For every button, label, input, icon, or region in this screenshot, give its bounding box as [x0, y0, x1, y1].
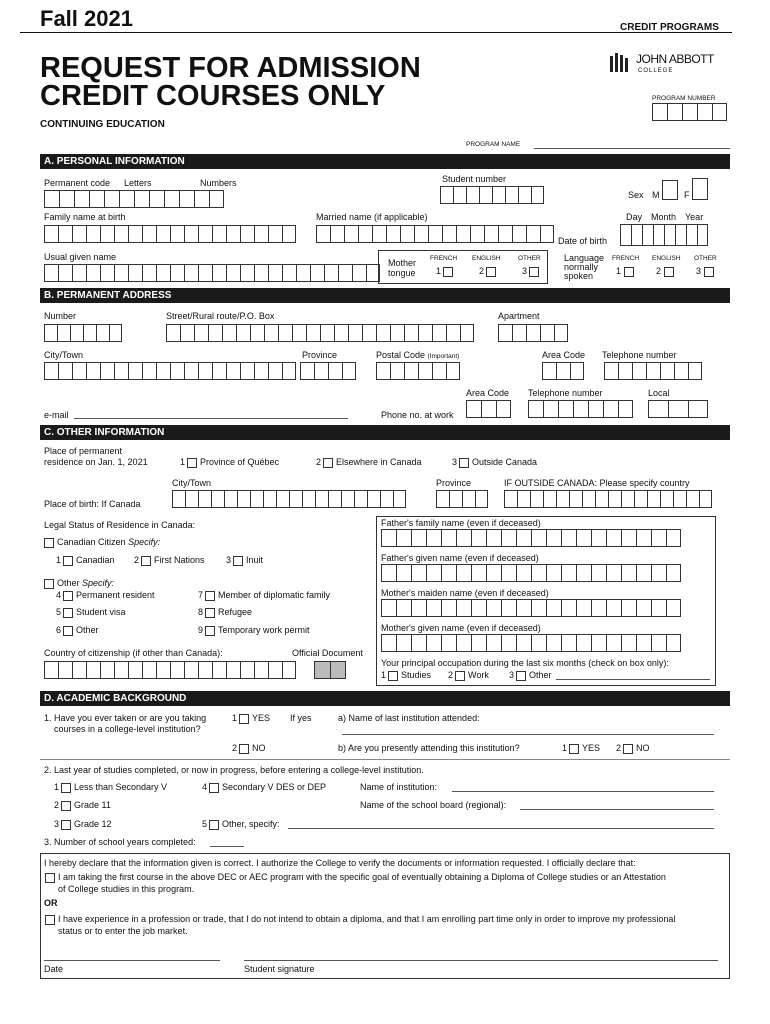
other-specify-label: Other, specify:: [222, 819, 280, 829]
dob-boxes[interactable]: [620, 224, 708, 246]
canadian-citizen-specify: Specify:: [128, 537, 161, 547]
phone-work-label: Phone no. at work: [381, 410, 454, 420]
q2-option-1-number: 1: [54, 782, 60, 792]
area-code-label: Area Code: [542, 350, 586, 360]
mt-other-label: OTHER: [518, 255, 541, 262]
grade11-label: Grade 11: [74, 800, 111, 810]
subtitle: CONTINUING EDUCATION: [40, 119, 165, 130]
birth-province-boxes[interactable]: [436, 490, 488, 508]
ls-option-1-label: 1: [616, 266, 622, 276]
mother-tongue-label: Mother tongue: [388, 258, 417, 278]
qb-no-checkbox[interactable]: [623, 744, 633, 754]
mt-french-checkbox[interactable]: [443, 267, 453, 277]
canadian-citizen-text: Canadian Citizen: [57, 537, 126, 547]
family-name-boxes[interactable]: [44, 225, 296, 243]
status-option-1-number: 1: [56, 555, 62, 565]
legal-status-label: Legal Status of Residence in Canada:: [44, 520, 196, 530]
occupation-other-field[interactable]: [556, 679, 710, 680]
status-option-6-number: 6: [56, 625, 62, 635]
section-b-header: B. PERMANENT ADDRESS: [40, 288, 730, 303]
postal-code-important: (Important): [427, 353, 460, 360]
section-c-header: C. OTHER INFORMATION: [40, 425, 730, 440]
work-local-label: Local: [648, 388, 670, 398]
q2-option-5-number: 5: [202, 819, 208, 829]
qb-yes-checkbox[interactable]: [569, 744, 579, 754]
father-given-boxes[interactable]: [381, 564, 681, 582]
grade12-checkbox[interactable]: [61, 820, 71, 830]
residence-quebec-label: Province of Québec: [200, 457, 280, 467]
dob-year-label: Year: [685, 212, 704, 222]
ls-french-label: FRENCH: [612, 255, 640, 262]
birth-country-boxes[interactable]: [504, 490, 712, 508]
q1-yes-label: YES: [252, 713, 271, 723]
official-document-boxes: [314, 661, 346, 679]
mt-english-label: ENGLISH: [472, 255, 501, 262]
letters-label: Letters: [124, 178, 152, 188]
usual-given-name-boxes[interactable]: [44, 264, 380, 282]
college-logo-icon: [608, 52, 634, 74]
ls-french-checkbox[interactable]: [624, 267, 634, 277]
place-of-birth-label: Place of birth: If Canada: [44, 499, 141, 509]
occupation-option-2-number: 2: [448, 670, 454, 680]
canadian-citizen-checkbox[interactable]: [44, 538, 54, 548]
birth-city-boxes[interactable]: [172, 490, 406, 508]
work-area-code-label: Area Code: [466, 388, 510, 398]
declaration-or: OR: [44, 898, 58, 908]
qa-field[interactable]: [342, 734, 714, 735]
family-name-label: Family name at birth: [44, 212, 126, 222]
status-option-2-number: 2: [134, 555, 140, 565]
less-sec5-label: Less than Secondary V: [74, 782, 168, 792]
occupation-studies-checkbox[interactable]: [388, 671, 398, 681]
occupation-other-label: Other: [529, 670, 552, 680]
q2-label: 2. Last year of studies completed, or now in progress, before entering a college-level institution.: [44, 765, 424, 775]
apartment-boxes[interactable]: [498, 324, 568, 342]
mt-english-checkbox[interactable]: [486, 267, 496, 277]
sec5-checkbox[interactable]: [209, 783, 219, 793]
residence-outside-label: Outside Canada: [472, 457, 538, 467]
mt-option-3-label: 3: [522, 266, 528, 276]
q1-no-number: 2: [232, 743, 238, 753]
name-board-field[interactable]: [520, 809, 714, 810]
status-option-5-number: 5: [56, 607, 62, 617]
country-citizenship-label: Country of citizenship (if other than Canada):: [44, 648, 223, 658]
less-sec5-checkbox[interactable]: [61, 783, 71, 793]
qb-label: b) Are you presently attending this institution?: [338, 743, 520, 753]
permanent-code-boxes[interactable]: [44, 190, 224, 208]
birth-province-label: Province: [436, 478, 472, 488]
occupation-work-checkbox[interactable]: [455, 671, 465, 681]
dob-day-label: Day: [626, 212, 643, 222]
numbers-label: Numbers: [200, 178, 237, 188]
occupation-option-1-number: 1: [381, 670, 387, 680]
work-telephone-label: Telephone number: [528, 388, 603, 398]
status-option-3-number: 3: [226, 555, 232, 565]
sex-m-checkbox[interactable]: [662, 180, 678, 200]
mother-maiden-label: Mother's maiden name (even if deceased): [381, 588, 549, 598]
ls-option-2-label: 2: [656, 266, 662, 276]
residence-elsewhere-label: Elsewhere in Canada: [336, 457, 422, 467]
residence-option-3-number: 3: [452, 457, 458, 467]
city-boxes[interactable]: [44, 362, 296, 380]
telephone-label: Telephone number: [602, 350, 677, 360]
logo-subtext: COLLEGE: [638, 68, 674, 74]
occupation-studies-label: Studies: [401, 670, 432, 680]
usual-given-name-label: Usual given name: [44, 252, 117, 262]
declaration-option2-checkbox[interactable]: [45, 915, 55, 925]
credit-programs-label: CREDIT PROGRAMS: [620, 22, 719, 33]
postal-code-boxes[interactable]: [376, 362, 460, 380]
residence-label-2: residence on Jan. 1, 2021: [44, 457, 148, 467]
dob-month-label: Month: [651, 212, 677, 222]
student-visa-label: Student visa: [76, 607, 126, 617]
occupation-other-checkbox[interactable]: [516, 671, 526, 681]
sec5-label: Secondary V DES or DEP: [222, 782, 327, 792]
logo-text: JOHN ABBOTT: [636, 52, 714, 66]
other-specify-checkbox[interactable]: [209, 820, 219, 830]
status-canadian-label: Canadian: [76, 555, 115, 565]
language-spoken-label: Language normally spoken: [564, 253, 605, 281]
student-number-boxes[interactable]: [440, 186, 544, 204]
grade11-checkbox[interactable]: [61, 801, 71, 811]
residence-quebec-checkbox[interactable]: [187, 458, 197, 468]
apartment-label: Apartment: [498, 311, 540, 321]
q2-option-2-number: 2: [54, 800, 60, 810]
if-yes-label: If yes: [290, 713, 312, 723]
status-other-label: [57, 578, 114, 589]
occupation-work-label: Work: [468, 670, 489, 680]
mt-other-checkbox[interactable]: [529, 267, 539, 277]
q1-no-checkbox[interactable]: [239, 744, 249, 754]
residence-outside-checkbox[interactable]: [459, 458, 469, 468]
qb-yes-number: 1: [562, 743, 568, 753]
q1-line2: courses in a college-level institution?: [54, 724, 201, 734]
qb-yes-label: YES: [582, 743, 601, 753]
postal-code-text: Postal Code: [376, 350, 426, 360]
status-option-9-number: 9: [198, 625, 204, 635]
name-institution-field[interactable]: [452, 791, 714, 792]
program-name-label: PROGRAM NAME: [466, 141, 521, 148]
mt-french-label: FRENCH: [430, 255, 458, 262]
province-label: Province: [302, 350, 338, 360]
status-other-specify: Specify:: [82, 578, 115, 588]
qb-no-label: NO: [636, 743, 650, 753]
grade12-label: Grade 12: [74, 819, 112, 829]
refugee-label: Refugee: [218, 607, 253, 617]
work-telephone-boxes[interactable]: [528, 400, 633, 418]
birth-country-label: IF OUTSIDE CANADA: Please specify country: [504, 478, 690, 488]
residence-elsewhere-checkbox[interactable]: [323, 458, 333, 468]
q2-option-4-number: 4: [202, 782, 208, 792]
qa-label: a) Name of last institution attended:: [338, 713, 480, 723]
q1-yes-checkbox[interactable]: [239, 714, 249, 724]
declaration-option2-line2: status or to enter the job market.: [58, 926, 188, 936]
mother-given-label: Mother's given name (even if deceased): [381, 623, 541, 633]
mother-given-boxes[interactable]: [381, 634, 681, 652]
status-first-nations-checkbox[interactable]: [141, 556, 151, 566]
diplomatic-label: Member of diplomatic family: [218, 590, 331, 600]
signature-field[interactable]: [244, 960, 718, 961]
q2-option-3-number: 3: [54, 819, 60, 829]
mt-option-1-label: 1: [436, 266, 442, 276]
residence-label-1: Place of permanent: [44, 446, 123, 456]
canadian-citizen-label: [57, 537, 160, 548]
ls-english-label: ENGLISH: [652, 255, 681, 262]
name-board-label: Name of the school board (regional):: [360, 800, 507, 810]
work-area-code-boxes[interactable]: [466, 400, 511, 418]
form-title-line2: CREDIT COURSES ONLY: [40, 80, 386, 112]
status-canadian-checkbox[interactable]: [63, 556, 73, 566]
email-field[interactable]: [74, 418, 348, 419]
q1-line1: 1. Have you ever taken or are you taking: [44, 713, 207, 723]
mt-option-2-label: 2: [479, 266, 485, 276]
ls-other-label: OTHER: [694, 255, 717, 262]
status-other-checkbox[interactable]: [44, 579, 54, 589]
sex-f-checkbox[interactable]: [692, 178, 708, 200]
section-d-header: D. ACADEMIC BACKGROUND: [40, 691, 730, 706]
father-family-label: Father's family name (even if deceased): [381, 518, 541, 528]
program-number-label: PROGRAM NUMBER: [652, 95, 716, 102]
status-other-text: Other: [57, 578, 80, 588]
province-boxes[interactable]: [300, 362, 356, 380]
declaration-option1-line2: of College studies in this program.: [58, 884, 195, 894]
season-title: Fall 2021: [40, 6, 133, 31]
address-number-label: Number: [44, 311, 77, 321]
declaration-option2-line1: I have experience in a profession or trade, that I do not intend to obtain a diploma, and that I am enrolling part time only in order to improve my professional: [58, 914, 676, 924]
married-name-label: Married name (if applicable): [316, 212, 428, 222]
birth-city-label: City/Town: [172, 478, 212, 488]
occupation-label: Your principal occupation during the last six months (check on box only):: [381, 658, 669, 668]
residence-option-2-number: 2: [316, 457, 322, 467]
declaration-option1-checkbox[interactable]: [45, 873, 55, 883]
qb-no-number: 2: [616, 743, 622, 753]
date-label: Date: [44, 964, 64, 974]
section-a-header: A. PERSONAL INFORMATION: [40, 154, 730, 169]
q1-yes-number: 1: [232, 713, 238, 723]
sex-m-label: M: [652, 190, 660, 200]
diplomatic-checkbox[interactable]: [205, 591, 215, 601]
work-local-boxes[interactable]: [648, 400, 708, 418]
student-visa-checkbox[interactable]: [63, 608, 73, 618]
telephone-boxes[interactable]: [604, 362, 702, 380]
official-document-label: Official Document: [292, 648, 363, 658]
signature-label: Student signature: [244, 964, 315, 974]
status-inuit-label: Inuit: [246, 555, 264, 565]
declaration-option1-line1: I am taking the first course in the above DEC or AEC program with the specific goal of eventually obtaining a Diploma of College studies or an Attestation: [58, 872, 666, 882]
area-code-boxes[interactable]: [542, 362, 584, 380]
street-label: Street/Rural route/P.O. Box: [166, 311, 275, 321]
email-label: e-mail: [44, 410, 69, 420]
date-field[interactable]: [44, 960, 220, 961]
street-boxes[interactable]: [166, 324, 474, 342]
status-inuit-checkbox[interactable]: [233, 556, 243, 566]
status-other-2-label: Other: [76, 625, 99, 635]
ls-english-checkbox[interactable]: [664, 267, 674, 277]
status-other-2-checkbox[interactable]: [63, 626, 73, 636]
status-option-8-number: 8: [198, 607, 204, 617]
father-family-boxes[interactable]: [381, 529, 681, 547]
divider: [40, 759, 730, 760]
sex-label: Sex: [628, 190, 644, 200]
city-label: City/Town: [44, 350, 84, 360]
student-number-label: Student number: [442, 174, 507, 184]
declaration-intro: I hereby declare that the information given is correct. I authorize the College to verify the documents or information requested. I officially declare that:: [44, 858, 636, 868]
ls-other-checkbox[interactable]: [704, 267, 714, 277]
status-first-nations-label: First Nations: [154, 555, 205, 565]
dob-label: Date of birth: [558, 236, 608, 246]
permanent-resident-label: Permanent resident: [76, 590, 155, 600]
status-option-4-number: 4: [56, 590, 62, 600]
sex-f-label: F: [684, 190, 690, 200]
program-name-field[interactable]: [534, 148, 730, 149]
temp-work-label: Temporary work permit: [218, 625, 310, 635]
school-years-field[interactable]: [210, 846, 244, 847]
mother-maiden-boxes[interactable]: [381, 599, 681, 617]
form-title-line1: REQUEST FOR ADMISSION: [40, 52, 421, 84]
occupation-option-3-number: 3: [509, 670, 515, 680]
address-number-boxes[interactable]: [44, 324, 122, 342]
postal-code-label: [376, 350, 459, 362]
temp-work-checkbox[interactable]: [205, 626, 215, 636]
status-option-7-number: 7: [198, 590, 204, 600]
ls-option-3-label: 3: [696, 266, 702, 276]
permanent-code-label: Permanent code: [44, 178, 111, 188]
country-citizenship-boxes[interactable]: [44, 661, 296, 679]
permanent-resident-checkbox[interactable]: [63, 591, 73, 601]
residence-option-1-number: 1: [180, 457, 186, 467]
refugee-checkbox[interactable]: [205, 608, 215, 618]
other-specify-field[interactable]: [288, 828, 714, 829]
college-logo: [608, 52, 732, 76]
q3-label: 3. Number of school years completed:: [44, 837, 196, 847]
program-number-boxes[interactable]: [652, 103, 727, 121]
married-name-boxes[interactable]: [316, 225, 554, 243]
name-institution-label: Name of institution:: [360, 782, 438, 792]
father-given-label: Father's given name (even if deceased): [381, 553, 539, 563]
q1-no-label: NO: [252, 743, 266, 753]
